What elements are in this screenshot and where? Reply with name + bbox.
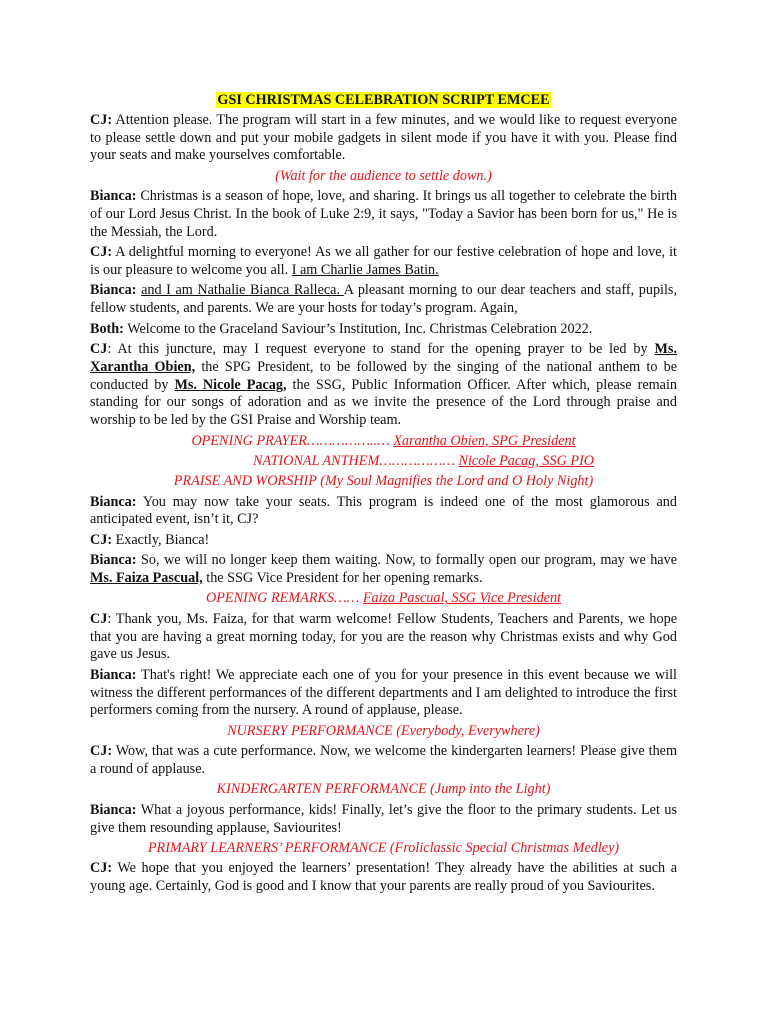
- cue-opening-remarks: [90, 590, 677, 608]
- script-document: [90, 92, 677, 899]
- cue-label: OPENING REMARKS……: [205, 590, 363, 607]
- paragraph-text: : Thank you, Ms. Faiza, for that warm welcome! Fellow Students, Teachers and Parents, we hope that you are having a great morning today, for you are the reason why Christmas exists and why God gave us Jesus.: [90, 610, 677, 663]
- paragraph-cj-thanks: [90, 611, 677, 664]
- paragraph-cj-exactly: [90, 532, 677, 550]
- speaker-label: Bianca:: [90, 666, 137, 683]
- paragraph-text: You may now take your seats. This program is indeed one of the most glamorous and anticipated event, isn’t it, CJ?: [90, 493, 677, 528]
- paragraph-cj-attention: [90, 112, 677, 165]
- cue-person: Nicole Pacag, SSG PIO: [458, 452, 595, 469]
- cue-primary-performance: PRIMARY LEARNERS’ PERFORMANCE (Froliclassic Special Christmas Medley): [147, 839, 620, 856]
- stage-direction-wait: (Wait for the audience to settle down.): [275, 167, 492, 184]
- cue-praise-and-worship: PRAISE AND WORSHIP (My Soul Magnifies the Lord and O Holy Night): [173, 473, 594, 490]
- paragraph-text: We hope that you enjoyed the learners’ presentation! They already have the abilities at such a young age. Certainly, God is good and I know that your parents are really proud of you Saviourites.: [90, 860, 677, 895]
- paragraph-text: A delightful morning to everyone! As we all gather for our festive celebration of hope and love, it is our pleasure to welcome you all.: [90, 244, 677, 278]
- paragraph-cj-wow: [90, 743, 677, 779]
- person-name: Ms. Nicole Pacag,: [174, 376, 287, 393]
- paragraph-bianca-christmas: [90, 188, 677, 241]
- paragraph-text: Exactly, Bianca!: [112, 531, 210, 548]
- paragraph-text: That's right! We appreciate each one of you for your presence in this event because we will witness the different performances of the different departments and I am delighted to introduce the first performers coming from the nursery. A round of applause, please.: [90, 666, 677, 719]
- paragraph-text: Welcome to the Graceland Saviour’s Institution, Inc. Christmas Celebration 2022.: [123, 320, 593, 337]
- speaker-label: CJ:: [90, 111, 113, 128]
- paragraph-text: the SPG President, to be followed by the singing of the national anthem to be conducted by: [90, 358, 678, 393]
- speaker-label: CJ:: [90, 531, 113, 548]
- paragraph-bianca-seats: [90, 494, 677, 530]
- speaker-label: CJ:: [90, 743, 113, 760]
- paragraph-both-welcome: [90, 321, 677, 339]
- cue-national-anthem: [90, 453, 677, 471]
- host-name-bianca: and I am Nathalie Bianca Ralleca.: [141, 282, 344, 299]
- person-name: Ms. Xarantha Obien,: [90, 340, 677, 375]
- paragraph-bianca-joyous: [90, 802, 677, 838]
- speaker-label: CJ:: [90, 244, 113, 261]
- paragraph-text: Wow, that was a cute performance. Now, we welcome the kindergarten learners! Please give them a round of applause.: [90, 743, 677, 777]
- paragraph-text: the SSG, Public Information Officer. After which, please remain standing for our songs of adoration and as we invite the presence of the Lord through praise and worship to be led by the GSI Praise and Worship team.: [90, 376, 677, 429]
- speaker-label: Both:: [90, 320, 124, 337]
- paragraph-text: : At this juncture, may I request everyone to stand for the opening prayer to be led by: [107, 340, 655, 357]
- speaker-label: Bianca:: [90, 552, 137, 569]
- cue-nursery-performance: NURSERY PERFORMANCE (Everybody, Everywhere): [227, 722, 540, 739]
- cue-opening-prayer: [90, 433, 677, 451]
- paragraph-text: Attention please. The program will start in a few minutes, and we would like to request everyone to please settle down and put your mobile gadgets in silent mode if you have it with you. Please find your seats and make yourselves comfortable.: [90, 111, 677, 164]
- speaker-label: Bianca:: [90, 801, 137, 818]
- speaker-label: Bianca:: [90, 282, 137, 299]
- paragraph-text: What a joyous performance, kids! Finally, let’s give the floor to the primary students. Let us give them resounding applause, Saviourites!: [90, 801, 677, 836]
- speaker-label: Bianca:: [90, 188, 137, 205]
- cue-person: Faiza Pascual, SSG Vice President: [362, 590, 562, 607]
- paragraph-text: So, we will no longer keep them waiting. Now, to formally open our program, may we have: [136, 552, 677, 569]
- paragraph-text: the SSG Vice President for her opening remarks.: [202, 570, 483, 587]
- paragraph-bianca-right: [90, 667, 677, 720]
- document-title: GSI CHRISTMAS CELEBRATION SCRIPT EMCEE: [217, 92, 550, 108]
- paragraph-cj-enjoyed: [90, 860, 677, 896]
- cue-kindergarten-performance: KINDERGARTEN PERFORMANCE (Jump into the Light): [216, 781, 551, 798]
- host-name-cj: I am Charlie James Batin.: [291, 261, 439, 278]
- paragraph-bianca-open: [90, 552, 677, 588]
- speaker-label: CJ: [90, 340, 108, 357]
- cue-label: OPENING PRAYER……………..…: [191, 432, 394, 449]
- paragraph-text: Christmas is a season of hope, love, and sharing. It brings us all together to celebrate the birth of our Lord Jesus Christ. In the book of Luke 2:9, it says, "Today a Savior has been born for us," He is the Messiah, the Lord.: [90, 188, 677, 240]
- paragraph-cj-juncture: [90, 341, 677, 430]
- person-name: Ms. Faiza Pascual,: [90, 570, 203, 587]
- speaker-label: CJ: [90, 610, 108, 627]
- paragraph-cj-welcome: [90, 244, 677, 280]
- paragraph-text: A pleasant morning to our dear teachers and staff, pupils, fellow students, and parents. We are your hosts for today’s program. Again,: [90, 282, 677, 317]
- cue-person: Xarantha Obien, SPG President: [393, 432, 576, 449]
- cue-label: NATIONAL ANTHEM………………: [253, 452, 459, 469]
- speaker-label: CJ:: [90, 860, 113, 877]
- speaker-label: Bianca:: [90, 493, 137, 510]
- paragraph-bianca-intro: [90, 282, 677, 318]
